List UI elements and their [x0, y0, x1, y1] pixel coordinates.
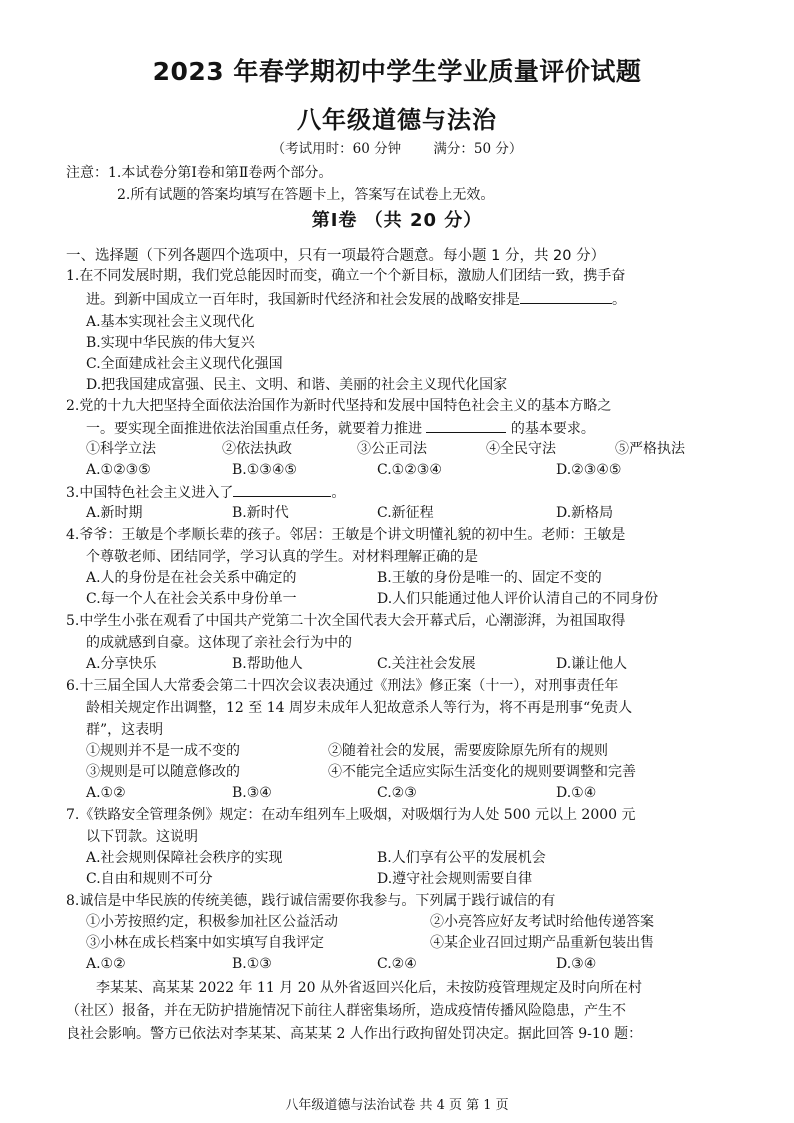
- q4-option-d: D.人们只能通过他人评价认清自己的不同身份: [377, 591, 659, 607]
- q4-stem-line2: 个尊敬老师、团结同学，学习认真的学生。对材料理解正确的是: [86, 549, 478, 565]
- q6-option-b: B.③④: [232, 785, 272, 801]
- q8-stem: 8.诚信是中华民族的传统美德，践行诚信需要你我参与。下列属于践行诚信的有: [66, 893, 556, 909]
- q2-item-1: ①科学立法: [86, 441, 156, 457]
- q3-option-b: B.新时代: [232, 505, 289, 521]
- exam-time: （考试用时：60 分钟: [271, 141, 402, 157]
- q1-answer-blank: [520, 289, 612, 304]
- q3-option-d: D.新格局: [556, 505, 614, 521]
- q2-stem-end: 的基本要求。: [510, 421, 595, 437]
- q7-stem-line2: 以下罚款。这说明: [86, 829, 198, 845]
- q3-option-a: A.新时期: [86, 505, 143, 521]
- q8-item-4: ④某企业召回过期产品重新包装出售: [430, 935, 654, 951]
- q2-stem-line1: 2.党的十九大把坚持全面依法治国作为新时代坚持和发展中国特色社会主义的基本方略之: [66, 398, 612, 414]
- q5-option-c: C.关注社会发展: [377, 656, 476, 672]
- q2-answer-blank: [426, 418, 506, 433]
- q2-stem-text: 一。要实现全面推进依法治国重点任务，就要着力推进: [86, 421, 422, 437]
- material-line2: （社区）报备，并在无防护措施情况下前往人群密集场所，造成疫情传播风险隐患，产生不: [66, 1003, 626, 1019]
- q2-stem-line2: [86, 418, 595, 439]
- note-1: 注意：1.本试卷分第Ⅰ卷和第Ⅱ卷两个部分。: [66, 165, 333, 181]
- q8-item-3: ③小林在成长档案中如实填写自我评定: [86, 935, 324, 951]
- q8-option-a: A.①②: [86, 956, 126, 972]
- q4-option-c: C.每一个人在社会关系中身份单一: [86, 591, 297, 607]
- q3-stem-text: 3.中国特色社会主义进入了: [66, 485, 234, 501]
- q4-option-b: B.王敏的身份是唯一的、固定不变的: [377, 570, 602, 586]
- q7-stem-line1: 7.《铁路安全管理条例》规定：在动车组列车上吸烟，对吸烟行为人处 500 元以上 2000 元: [66, 807, 636, 823]
- q2-item-5: ⑤严格执法: [615, 441, 685, 457]
- q1-option-d: D.把我国建成富强、民主、文明、和谐、美丽的社会主义现代化国家: [86, 377, 508, 393]
- page-footer: 八年级道德与法治试卷 共 4 页 第 1 页: [285, 1098, 509, 1113]
- q8-option-b: B.①③: [232, 956, 272, 972]
- q7-option-c: C.自由和规则不可分: [86, 871, 213, 887]
- q6-item-4: ④不能完全适应实际生活变化的规则要调整和完善: [328, 764, 636, 780]
- q5-option-a: A.分享快乐: [86, 656, 157, 672]
- q1-option-c: C.全面建成社会主义现代化强国: [86, 356, 283, 372]
- q1-option-b: B.实现中华民族的伟大复兴: [86, 335, 255, 351]
- q4-option-a: A.人的身份是在社会关系中确定的: [86, 570, 297, 586]
- q1-stem-text: 进。到新中国成立一百年时，我国新时代经济和社会发展的战略安排是: [86, 292, 520, 308]
- note-2: 2.所有试题的答案均填写在答题卡上，答案写在试卷上无效。: [117, 187, 495, 203]
- q2-item-3: ③公正司法: [357, 441, 427, 457]
- q2-option-b: B.①③④⑤: [232, 462, 297, 478]
- q2-option-c: C.①②③④: [377, 462, 442, 478]
- q5-stem-line2: 的成就感到自豪。这体现了亲社会行为中的: [86, 635, 352, 651]
- q6-option-c: C.②③: [377, 785, 417, 801]
- q2-item-4: ④全民守法: [486, 441, 556, 457]
- material-line3: 良社会影响。警方已依法对李某某、高某某 2 人作出行政拘留处罚决定。据此回答 9-10 题：: [66, 1026, 643, 1042]
- q3-stem-end: 。: [331, 485, 346, 501]
- q4-stem-line1: 4.爷爷：王敏是个孝顺长辈的孩子。邻居：王敏是个讲文明懂礼貌的初中生。老师：王敏是: [66, 527, 626, 543]
- q5-stem-line1: 5.中学生小张在观看了中国共产党第二十次全国代表大会开幕式后，心潮澎湃，为祖国取得: [66, 613, 626, 629]
- q2-option-d: D.②③④⑤: [556, 462, 622, 478]
- q6-item-3: ③规则是可以随意修改的: [86, 764, 240, 780]
- q3-answer-blank: [233, 482, 331, 497]
- material-line1: 李某某、高某某 2022 年 11 月 20 从外省返回兴化后，未按防疫管理规定及时向所在村: [96, 980, 642, 996]
- q2-option-a: A.①②③⑤: [86, 462, 151, 478]
- q6-option-d: D.①④: [556, 785, 597, 801]
- full-score: 满分：50 分）: [433, 141, 523, 157]
- q6-option-a: A.①②: [86, 785, 126, 801]
- q6-stem-line2: 龄相关规定作出调整，12 至 14 周岁未成年人犯故意杀人等行为，将不再是刑事“免责人: [86, 700, 633, 716]
- q8-item-1: ①小芳按照约定，积极参加社区公益活动: [86, 914, 338, 930]
- q6-item-1: ①规则并不是一成不变的: [86, 743, 240, 759]
- q7-option-a: A.社会规则保障社会秩序的实现: [86, 850, 283, 866]
- exam-subtitle: 八年级道德与法治: [297, 106, 497, 134]
- q3-option-c: C.新征程: [377, 505, 434, 521]
- q2-item-2: ②依法执政: [222, 441, 292, 457]
- q6-stem-line3: 群”，这表明: [86, 722, 164, 738]
- exam-info: [0, 137, 794, 157]
- q6-stem-line1: 6.十三届全国人大常委会第二十四次会议表决通过《刑法》修正案（十一），对刑事责任年: [66, 678, 619, 694]
- q7-option-d: D.遵守社会规则需要自律: [377, 871, 533, 887]
- q1-option-a: A.基本实现社会主义现代化: [86, 314, 255, 330]
- q5-option-d: D.谦让他人: [556, 656, 628, 672]
- q7-option-b: B.人们享有公平的发展机会: [377, 850, 546, 866]
- q6-item-2: ②随着社会的发展，需要废除原先所有的规则: [328, 743, 608, 759]
- section-title: 第Ⅰ卷 （共 20 分）: [311, 210, 483, 231]
- q1-stem-line1: 1.在不同发展时期，我们党总能因时而变，确立一个个新目标，激励人们团结一致，携手奋: [66, 268, 626, 284]
- q1-stem-line2: [86, 289, 626, 310]
- exam-title: 2023 年春学期初中学生学业质量评价试题: [152, 57, 642, 86]
- q3-stem: [66, 482, 345, 503]
- q5-option-b: B.帮助他人: [232, 656, 303, 672]
- part-heading: 一、选择题（下列各题四个选项中，只有一项最符合题意。每小题 1 分，共 20 分）: [66, 248, 606, 264]
- q1-stem-end: 。: [612, 292, 626, 308]
- q8-option-d: D.③④: [556, 956, 597, 972]
- q8-item-2: ②小亮答应好友考试时给他传递答案: [430, 914, 654, 930]
- q8-option-c: C.②④: [377, 956, 417, 972]
